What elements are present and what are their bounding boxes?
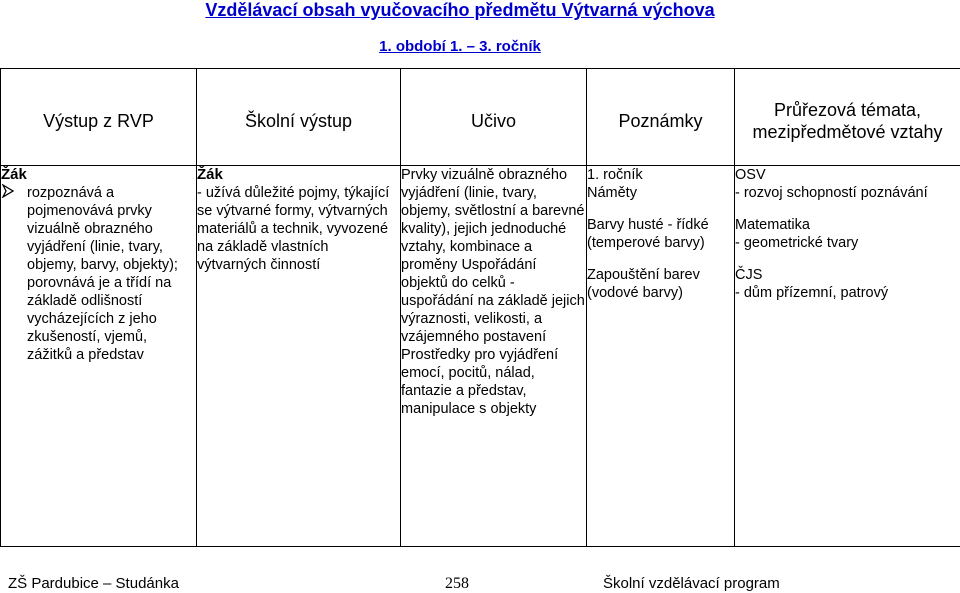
topic-cjs: ČJS (735, 267, 763, 283)
cell-notes (587, 166, 735, 547)
cell-cross-topics (735, 166, 960, 547)
cell-rvp (1, 166, 197, 547)
rvp-text: rozpoznává a pojmenovává prvky vizuálně obrazného vyjádření (linie, tvary, objemy, barvy, objekty); porovnává je a třídí na základě odlišností vycházejících z jeho zkušeností, vjemů, zážitků a představ (27, 185, 178, 363)
header-notes: Poznámky (587, 69, 735, 166)
header-row (1, 69, 960, 166)
header-cross-topics: Průřezová témata, mezipředmětové vztahy (735, 69, 960, 166)
topic-math: Matematika (735, 217, 810, 233)
note-1: Barvy husté - řídké (temperové barvy) (587, 217, 709, 251)
school-output-text: - užívá důležité pojmy, týkající se výtvarné formy, výtvarných materiálů a technik, vyvozené na základě vlastních výtvarných činností (197, 185, 390, 273)
grade-label: 1. ročník (587, 167, 643, 183)
document-subtitle: 1. období 1. – 3. ročník (379, 38, 541, 55)
topic-osv-desc: - rozvoj schopností poznávání (735, 185, 928, 201)
curriculum-table (0, 68, 960, 547)
pupil-label: Žák (197, 166, 223, 183)
pupil-label: Žák (1, 166, 27, 183)
document-title: Vzdělávací obsah vyučovacího předmětu Výtvarná výchova (205, 0, 715, 20)
footer-program: Školní vzdělávací program (603, 575, 780, 592)
header-curriculum: Učivo (401, 69, 587, 166)
header-rvp: Výstup z RVP (1, 69, 197, 166)
cell-curriculum (401, 166, 587, 547)
topic-cjs-desc: - dům přízemní, patrový (735, 285, 889, 301)
note-2: Zapouštění barev (vodové barvy) (587, 267, 700, 301)
footer-school: ZŠ Pardubice – Studánka (8, 575, 179, 592)
cell-school-output (197, 166, 401, 547)
topic-math-desc: - geometrické tvary (735, 235, 859, 251)
footer-page-number: 258 (445, 575, 469, 592)
arrow-bullet-icon (1, 184, 15, 364)
curriculum-text: Prvky vizuálně obrazného vyjádření (linie, tvary, objemy, světlostní a barevné kvality), jejich jednoduché vztahy, kombinace a proměny Uspořádání objektů do celků - uspořádání na základě jejich výraznosti, velikosti, a vzájemného postavení Prostředky pro vyjádření emocí, pocitů, nálad, fantazie a představ, manipulace s objekty (401, 167, 585, 417)
topic-osv: OSV (735, 167, 766, 183)
content-row (1, 166, 960, 547)
topics-label: Náměty (587, 185, 637, 201)
header-school-output: Školní výstup (197, 69, 401, 166)
